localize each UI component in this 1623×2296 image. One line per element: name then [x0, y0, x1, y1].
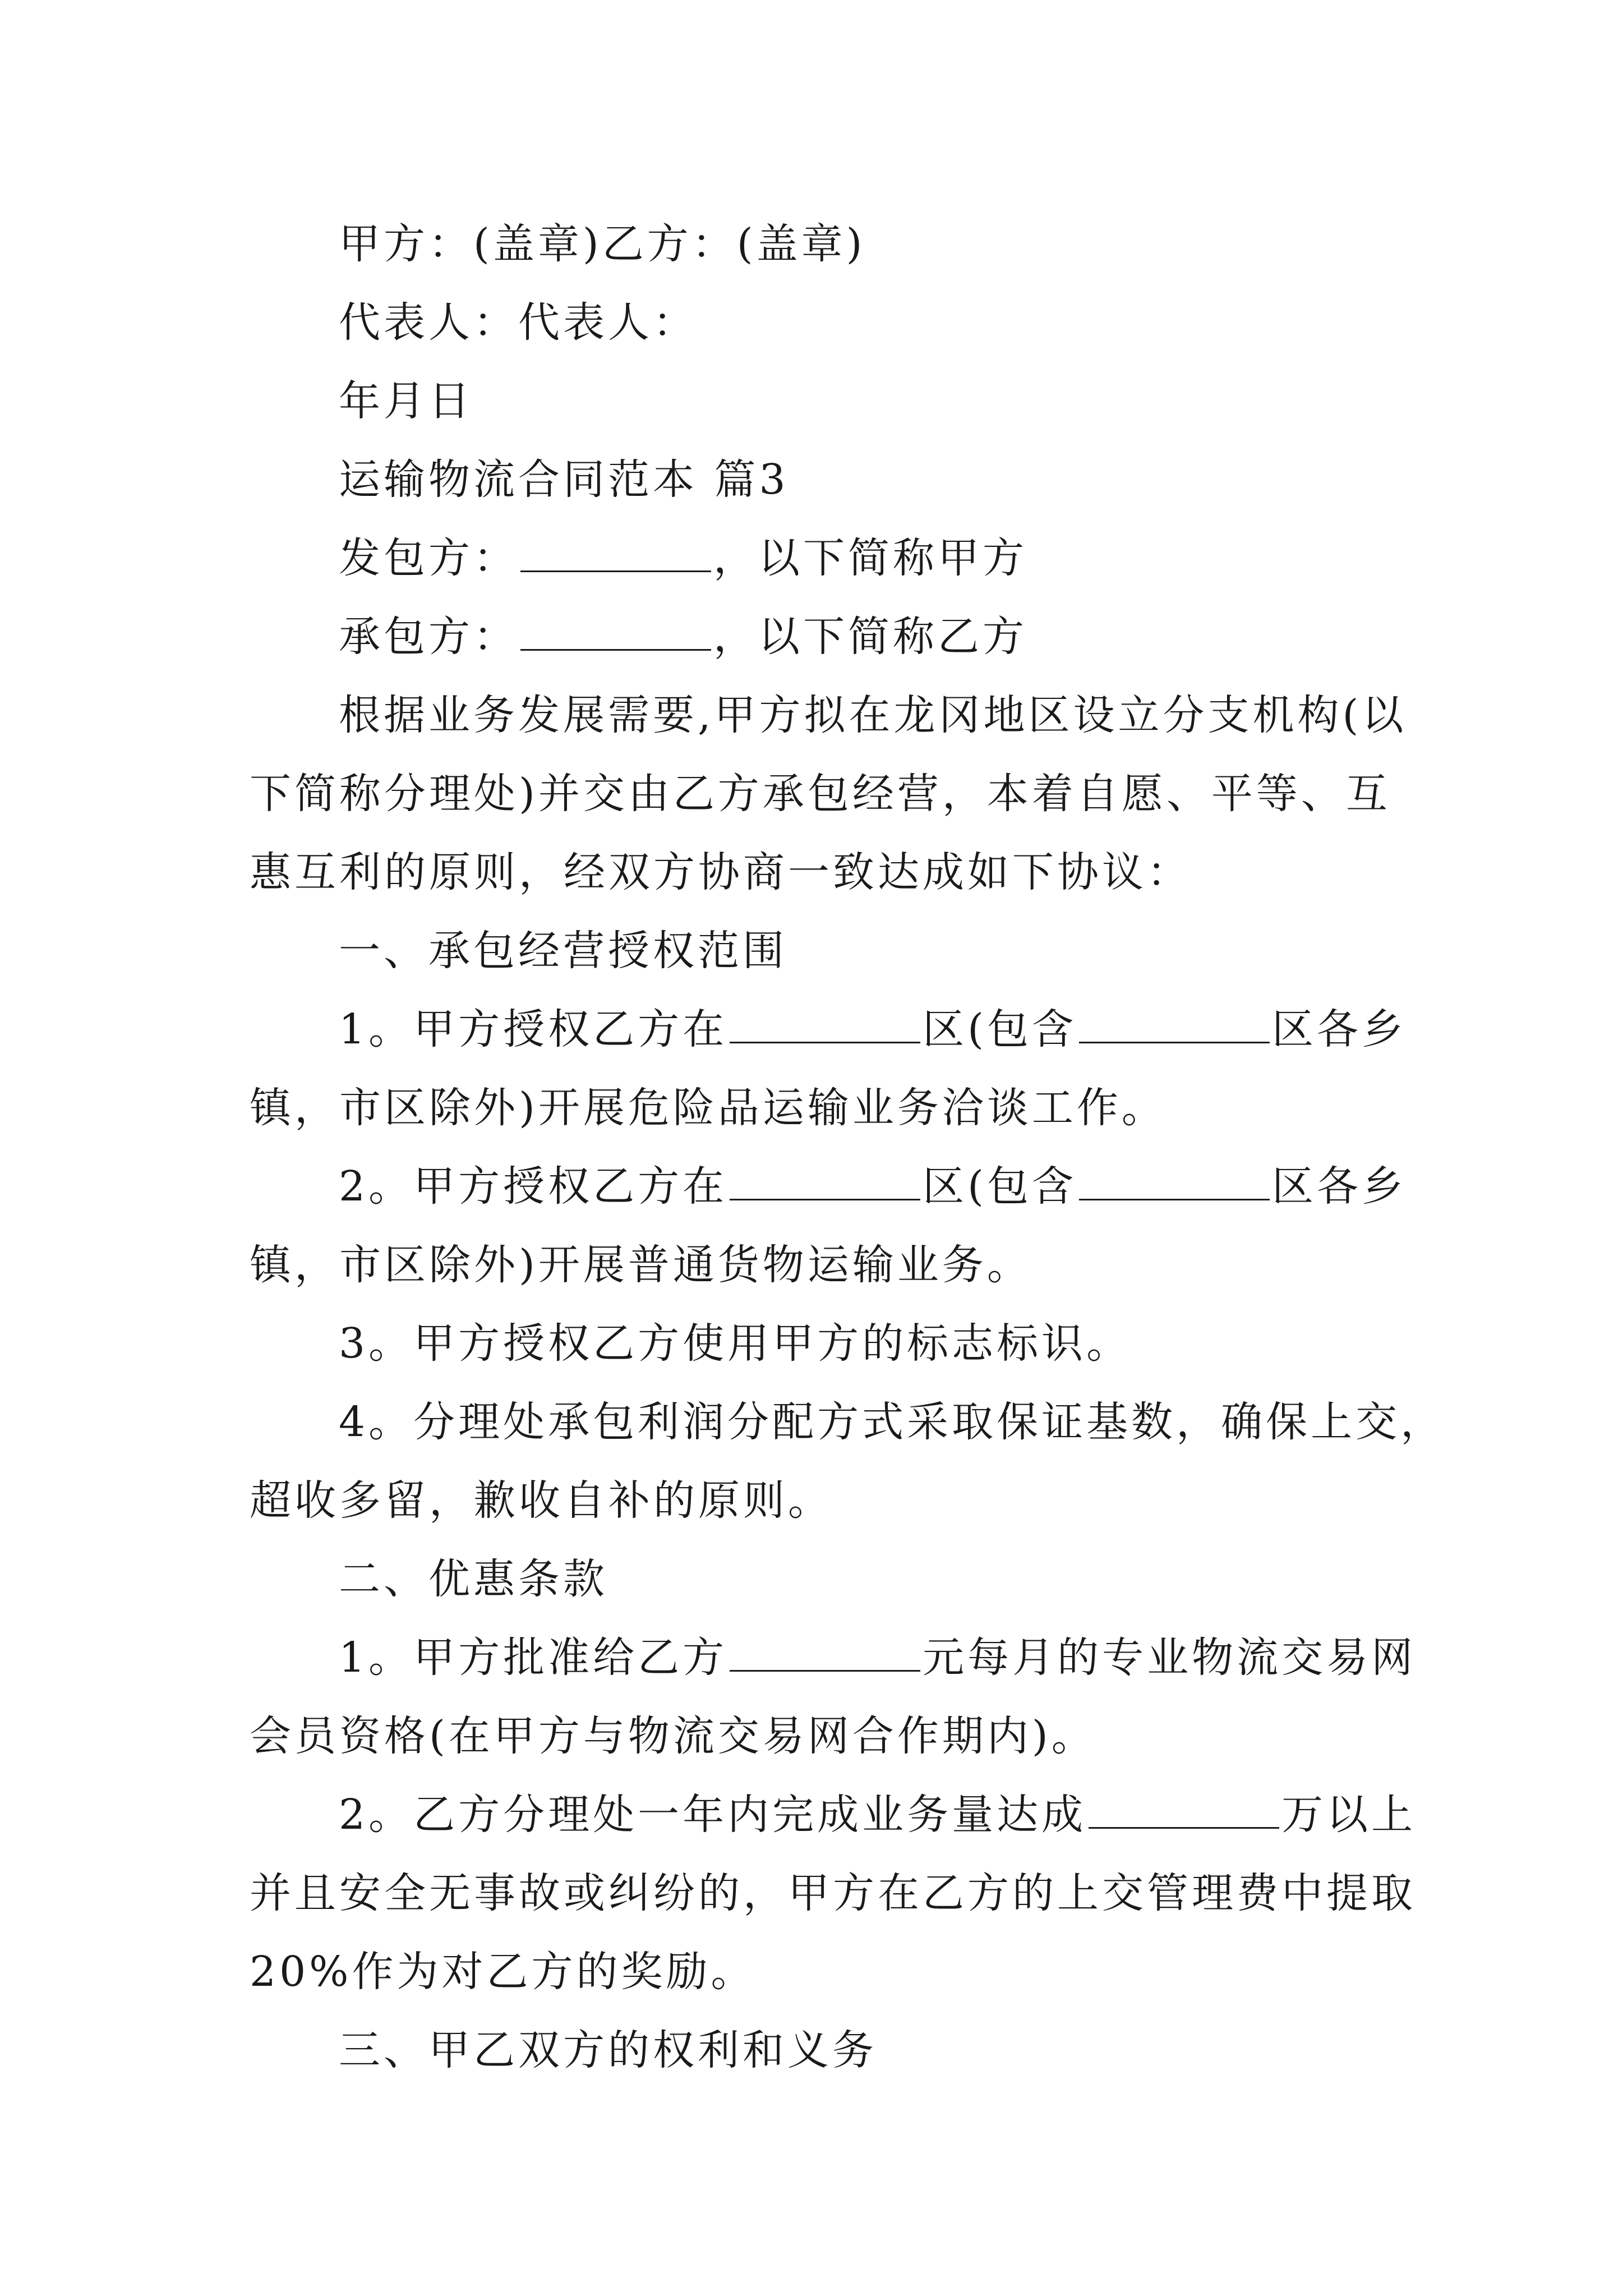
line-text: 3。甲方授权乙方使用甲方的标志标识。	[339, 1319, 1132, 1368]
line-text: 承包方：	[339, 613, 518, 661]
line-text: 4。分理处承包利润分配方式采取保证基数，确保上交，	[339, 1398, 1446, 1446]
fill-in-blank	[730, 1159, 920, 1200]
line-text: 代表人：代表人：	[339, 298, 698, 347]
line-text: 20%作为对乙方的奖励。	[250, 1948, 756, 1996]
clause-line	[339, 1630, 1416, 1686]
heading-line	[339, 923, 787, 979]
representative-line	[339, 295, 698, 351]
line-text: ，以下简称乙方	[713, 613, 1027, 661]
line-text: 镇，市区除外)开展普通货物运输业务。	[250, 1241, 1032, 1289]
line-text: 三、甲乙双方的权利和义务	[339, 2026, 877, 2074]
fill-in-blank	[730, 1002, 920, 1043]
contractee-line	[339, 609, 1027, 665]
line-text: 2。乙方分理处一年内完成业务量达成	[339, 1791, 1087, 1839]
paragraph-line	[250, 1080, 1166, 1136]
paragraph-line	[250, 1708, 1096, 1764]
line-text: 根据业务发展需要,甲方拟在龙冈地区设立分支机构(以	[339, 691, 1407, 739]
fill-in-blank	[1079, 1002, 1270, 1043]
paragraph-line	[250, 1944, 755, 2000]
line-text: 1。甲方授权乙方在	[339, 1005, 728, 1053]
fill-in-blank	[520, 531, 711, 572]
heading-line	[339, 1551, 608, 1607]
section-title	[339, 452, 789, 508]
line-text: 镇，市区除外)开展危险品运输业务洽谈工作。	[250, 1084, 1166, 1132]
line-text: 一、承包经营授权范围	[339, 927, 787, 975]
paragraph-line	[250, 844, 1192, 900]
line-text: 惠互利的原则，经双方协商一致达成如下协议：	[250, 848, 1192, 896]
line-text: 2。甲方授权乙方在	[339, 1162, 728, 1211]
clause-line	[339, 1001, 1407, 1057]
clause-line	[339, 1158, 1407, 1214]
line-text: 万以上	[1281, 1791, 1417, 1839]
clause-line	[339, 1315, 1131, 1372]
line-text: 元每月的专业物流交易网	[923, 1634, 1417, 1682]
line-text: 并且安全无事故或纠纷的，甲方在乙方的上交管理费中提取	[250, 1869, 1416, 1917]
line-text: 区(包含	[923, 1005, 1077, 1053]
line-text: 发包方：	[339, 534, 518, 582]
line-text: 二、优惠条款	[339, 1555, 608, 1603]
line-text: 年月日	[339, 377, 473, 425]
fill-in-blank	[730, 1631, 920, 1672]
paragraph-line	[250, 1237, 1032, 1293]
line-text: 1。甲方批准给乙方	[339, 1634, 728, 1682]
paragraph-line	[339, 687, 1407, 743]
contractor-line	[339, 530, 1027, 586]
paragraph-line	[250, 1865, 1416, 1921]
date-line	[339, 373, 473, 429]
fill-in-blank	[1079, 1159, 1270, 1200]
line-text: 会员资格(在甲方与物流交易网合作期内)。	[250, 1712, 1096, 1760]
line-text: 下简称分理处)并交由乙方承包经营，本着自愿、平等、互	[250, 770, 1391, 818]
paragraph-line	[250, 1473, 833, 1529]
fill-in-blank	[1089, 1788, 1279, 1829]
line-text: 超收多留，歉收自补的原则。	[250, 1476, 833, 1525]
line-text: 区各乡	[1271, 1005, 1407, 1053]
signature-party-line	[339, 216, 865, 272]
line-text: 区各乡	[1271, 1162, 1407, 1211]
line-text: 甲方：(盖章)乙方：(盖章)	[339, 220, 866, 268]
line-text: 区(包含	[923, 1162, 1077, 1211]
fill-in-blank	[520, 610, 711, 651]
line-text: ，以下简称甲方	[713, 534, 1027, 582]
clause-line	[339, 1394, 1445, 1450]
clause-line	[339, 1787, 1416, 1843]
paragraph-line	[250, 766, 1391, 822]
line-text: 运输物流合同范本 篇3	[339, 455, 789, 504]
heading-line	[339, 2022, 877, 2078]
